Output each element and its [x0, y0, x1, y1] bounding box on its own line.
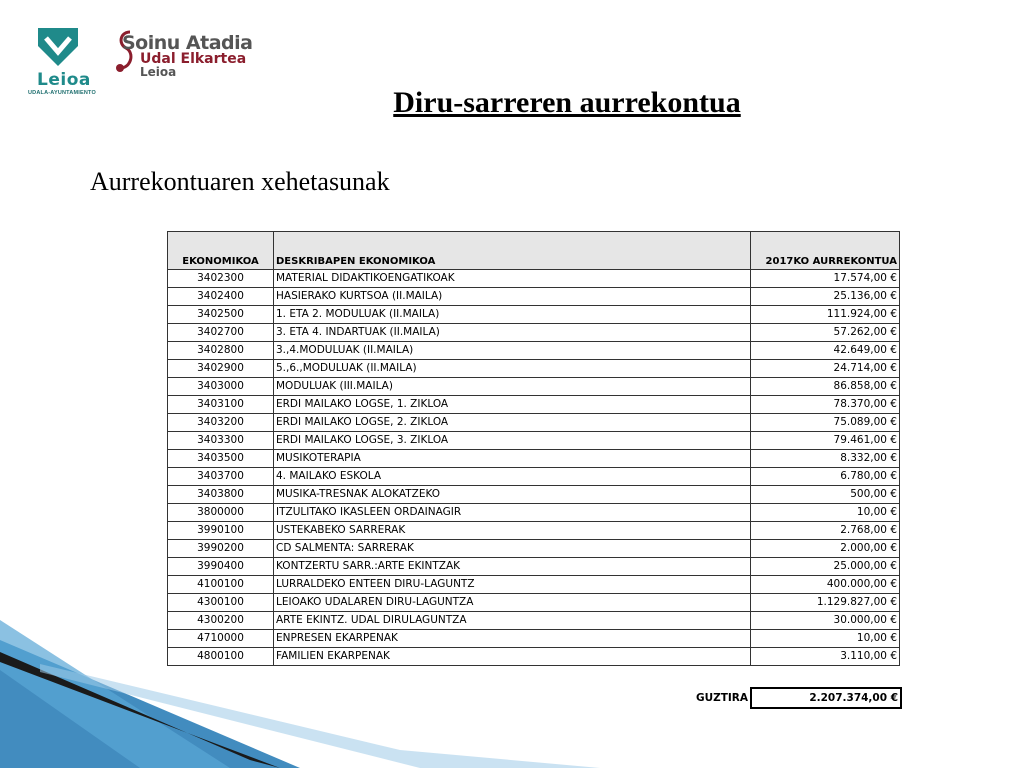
row-amount: 8.332,00 € [751, 450, 900, 468]
row-code: 3990200 [168, 540, 274, 558]
row-code: 3403300 [168, 432, 274, 450]
row-description: 3. ETA 4. INDARTUAK (II.MAILA) [274, 324, 751, 342]
row-description: FAMILIEN EKARPENAK [274, 648, 751, 666]
row-amount: 2.000,00 € [751, 540, 900, 558]
soinu-atadia-logo [112, 28, 272, 88]
row-amount: 86.858,00 € [751, 378, 900, 396]
row-code: 4710000 [168, 630, 274, 648]
row-description: LEIOAKO UDALAREN DIRU-LAGUNTZA [274, 594, 751, 612]
row-amount: 2.768,00 € [751, 522, 900, 540]
row-amount: 25.136,00 € [751, 288, 900, 306]
header-code: EKONOMIKOA [168, 232, 274, 270]
row-description: LURRALDEKO ENTEEN DIRU-LAGUNTZ [274, 576, 751, 594]
row-code: 3402300 [168, 270, 274, 288]
table-row [168, 288, 900, 306]
row-description: 4. MAILAKO ESKOLA [274, 468, 751, 486]
table-row [168, 504, 900, 522]
decorative-swoosh [0, 600, 620, 768]
table-row [168, 432, 900, 450]
table-row [168, 306, 900, 324]
row-amount: 6.780,00 € [751, 468, 900, 486]
row-code: 4800100 [168, 648, 274, 666]
row-description: ERDI MAILAKO LOGSE, 3. ZIKLOA [274, 432, 751, 450]
row-code: 3402700 [168, 324, 274, 342]
row-amount: 111.924,00 € [751, 306, 900, 324]
table-row [168, 360, 900, 378]
row-amount: 42.649,00 € [751, 342, 900, 360]
soinu-logo-line2: Udal Elkartea [140, 51, 247, 67]
row-code: 3403000 [168, 378, 274, 396]
header-amount: 2017KO AURREKONTUA [751, 232, 900, 270]
total-label: GUZTIRA [695, 692, 748, 704]
row-code: 4300100 [168, 594, 274, 612]
table-row [168, 576, 900, 594]
table-row [168, 558, 900, 576]
row-amount: 3.110,00 € [751, 648, 900, 666]
row-description: KONTZERTU SARR.:ARTE EKINTZAK [274, 558, 751, 576]
row-description: MODULUAK (III.MAILA) [274, 378, 751, 396]
leioa-shield-icon [36, 26, 80, 70]
row-code: 3403700 [168, 468, 274, 486]
header-description: DESKRIBAPEN EKONOMIKOA [274, 232, 751, 270]
row-description: CD SALMENTA: SARRERAK [274, 540, 751, 558]
table-row [168, 396, 900, 414]
row-amount: 500,00 € [751, 486, 900, 504]
row-amount: 75.089,00 € [751, 414, 900, 432]
row-code: 3403800 [168, 486, 274, 504]
row-amount: 10,00 € [751, 504, 900, 522]
total-value: 2.207.374,00 € [750, 687, 902, 709]
table-row [168, 414, 900, 432]
row-description: ARTE EKINTZ. UDAL DIRULAGUNTZA [274, 612, 751, 630]
table-row [168, 342, 900, 360]
row-description: ERDI MAILAKO LOGSE, 1. ZIKLOA [274, 396, 751, 414]
row-description: 1. ETA 2. MODULUAK (II.MAILA) [274, 306, 751, 324]
leioa-logo-subtitle: UDALA-AYUNTAMIENTO [28, 90, 96, 96]
row-code: 4100100 [168, 576, 274, 594]
row-amount: 78.370,00 € [751, 396, 900, 414]
table-row [168, 324, 900, 342]
table-row [168, 486, 900, 504]
page-subtitle: Aurrekontuaren xehetasunak [90, 167, 390, 196]
row-amount: 17.574,00 € [751, 270, 900, 288]
row-code: 3990400 [168, 558, 274, 576]
row-amount: 10,00 € [751, 630, 900, 648]
table-row [168, 540, 900, 558]
row-amount: 1.129.827,00 € [751, 594, 900, 612]
row-code: 3403500 [168, 450, 274, 468]
row-code: 3402400 [168, 288, 274, 306]
row-description: 3.,4.MODULUAK (II.MAILA) [274, 342, 751, 360]
row-description: ERDI MAILAKO LOGSE, 2. ZIKLOA [274, 414, 751, 432]
soinu-logo-line3: Leioa [140, 65, 177, 79]
soinu-logo-line1: Soinu Atadia [122, 32, 253, 54]
row-description: ENPRESEN EKARPENAK [274, 630, 751, 648]
row-amount: 30.000,00 € [751, 612, 900, 630]
row-description: MATERIAL DIDAKTIKOENGATIKOAK [274, 270, 751, 288]
row-description: HASIERAKO KURTSOA (II.MAILA) [274, 288, 751, 306]
row-code: 3990100 [168, 522, 274, 540]
row-code: 3800000 [168, 504, 274, 522]
row-code: 3402800 [168, 342, 274, 360]
row-description: MUSIKA-TRESNAK ALOKATZEKO [274, 486, 751, 504]
row-description: MUSIKOTERAPIA [274, 450, 751, 468]
page-title: Diru-sarreren aurrekontua [393, 86, 741, 119]
row-amount: 25.000,00 € [751, 558, 900, 576]
row-description: 5.,6.,MODULUAK (II.MAILA) [274, 360, 751, 378]
table-row [168, 450, 900, 468]
table-header-row [168, 232, 900, 270]
table-row [168, 378, 900, 396]
row-description: ITZULITAKO IKASLEEN ORDAINAGIR [274, 504, 751, 522]
row-amount: 24.714,00 € [751, 360, 900, 378]
row-amount: 79.461,00 € [751, 432, 900, 450]
row-description: USTEKABEKO SARRERAK [274, 522, 751, 540]
row-amount: 57.262,00 € [751, 324, 900, 342]
table-row [168, 468, 900, 486]
row-code: 3402500 [168, 306, 274, 324]
row-code: 3403100 [168, 396, 274, 414]
row-code: 4300200 [168, 612, 274, 630]
row-code: 3402900 [168, 360, 274, 378]
table-row [168, 522, 900, 540]
row-code: 3403200 [168, 414, 274, 432]
table-row [168, 270, 900, 288]
leioa-logo-word: Leioa [37, 70, 91, 90]
row-amount: 400.000,00 € [751, 576, 900, 594]
